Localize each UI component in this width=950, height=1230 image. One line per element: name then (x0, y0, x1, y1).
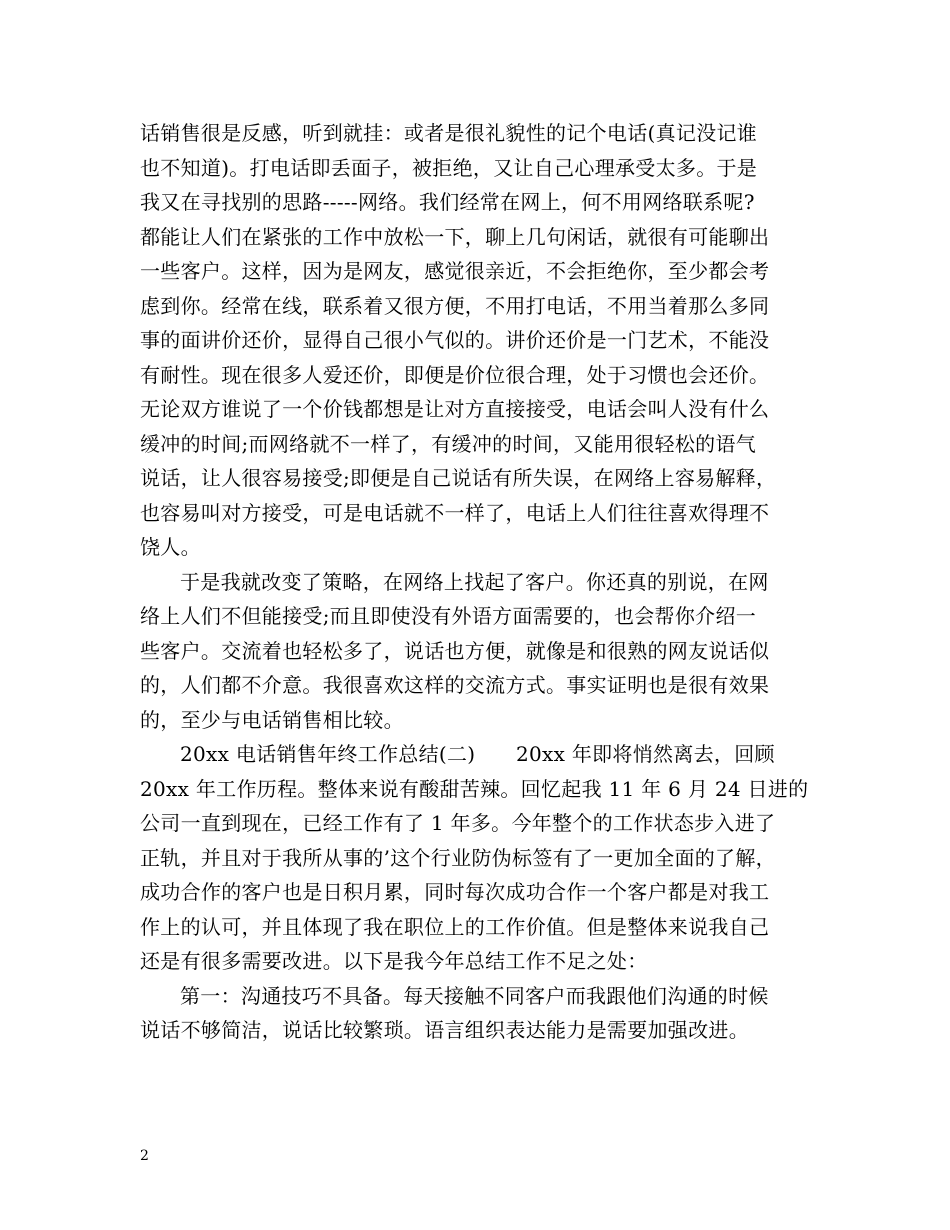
text-line: 也容易叫对方接受，可是电话就不一样了，电话上人们往往喜欢得理不 (140, 500, 770, 525)
text-line: 一些客户。这样，因为是网友，感觉很亲近，不会拒绝你，至少都会考 (140, 259, 770, 283)
text-line: 的，至少与电话销售相比较。 (140, 707, 404, 732)
text-line: 虑到你。经常在线，联系着又很方便，不用打电话，不用当着那么多同 (140, 293, 770, 318)
text-line: 成功合作的客户也是日积月累，同时每次成功合作一个客户都是对我工 (140, 880, 770, 904)
text-line: 还是有很多需要改进。以下是我今年总结工作不足之处： (140, 949, 648, 973)
text-line: 说话，让人很容易接受;即便是自己说话有所失误，在网络上容易解释， (140, 466, 777, 490)
text-line: 无论双方谁说了一个价钱都想是让对方直接接受，电话会叫人没有什么 (140, 397, 770, 421)
text-line: 些客户。交流着也轻松多了，说话也方便，就像是和很熟的网友说话似 (140, 638, 770, 663)
text-line: 20xx 年工作历程。整体来说有酸甜苦辣。回忆起我 11 年 6 月 24 日进的 (140, 776, 809, 801)
text-line: 话销售很是反感，听到就挂：或者是很礼貌性的记个电话(真记没记谁 (140, 121, 758, 145)
text-line: 络上人们不但能接受;而且即使没有外语方面需要的，也会帮你介绍一 (140, 604, 757, 628)
text-line: 公司一直到现在，已经工作有了 1 年多。今年整个的工作状态步入进了 (140, 811, 776, 835)
text-line: 正轨，并且对于我所从事的’这个行业防伪标签有了一更加全面的了解， (140, 845, 776, 870)
text-line: 缓冲的时间;而网络就不一样了，有缓冲的时间，又能用很轻松的语气 (140, 431, 757, 456)
text-line: 20xx 电话销售年终工作总结(二) 20xx 年即将悄然离去，回顾 (180, 742, 775, 766)
text-line: 于是我就改变了策略，在网络上找起了客户。你还真的别说，在网 (180, 569, 769, 594)
text-line: 都能让人们在紧张的工作中放松一下，聊上几句闲话，就很有可能聊出 (140, 224, 770, 249)
page-number: 2 (140, 1148, 149, 1164)
text-line: 的，人们都不介意。我很喜欢这样的交流方式。事实证明也是很有效果 (140, 673, 770, 697)
document-body (140, 116, 820, 1048)
text-line: 作上的认可，并且体现了我在职位上的工作价值。但是整体来说我自己 (140, 914, 770, 939)
text-line: 第一：沟通技巧不具备。每天接触不同客户而我跟他们沟通的时候 (180, 983, 769, 1008)
text-line: 有耐性。现在很多人爱还价，即便是价位很合理，处于习惯也会还价。 (140, 362, 770, 387)
text-line: 说话不够简洁，说话比较繁琐。语言组织表达能力是需要加强改进。 (140, 1018, 749, 1042)
text-line: 也不知道)。打电话即丢面子，被拒绝，又让自己心理承受太多。于是 (140, 155, 758, 180)
text-line: 饶人。 (140, 535, 201, 559)
text-line: 我又在寻找别的思路-----网络。我们经常在网上，何不用网络联系呢? (140, 190, 755, 214)
text-line: 事的面讲价还价，显得自己很小气似的。讲价还价是一门艺术，不能没 (140, 328, 770, 352)
